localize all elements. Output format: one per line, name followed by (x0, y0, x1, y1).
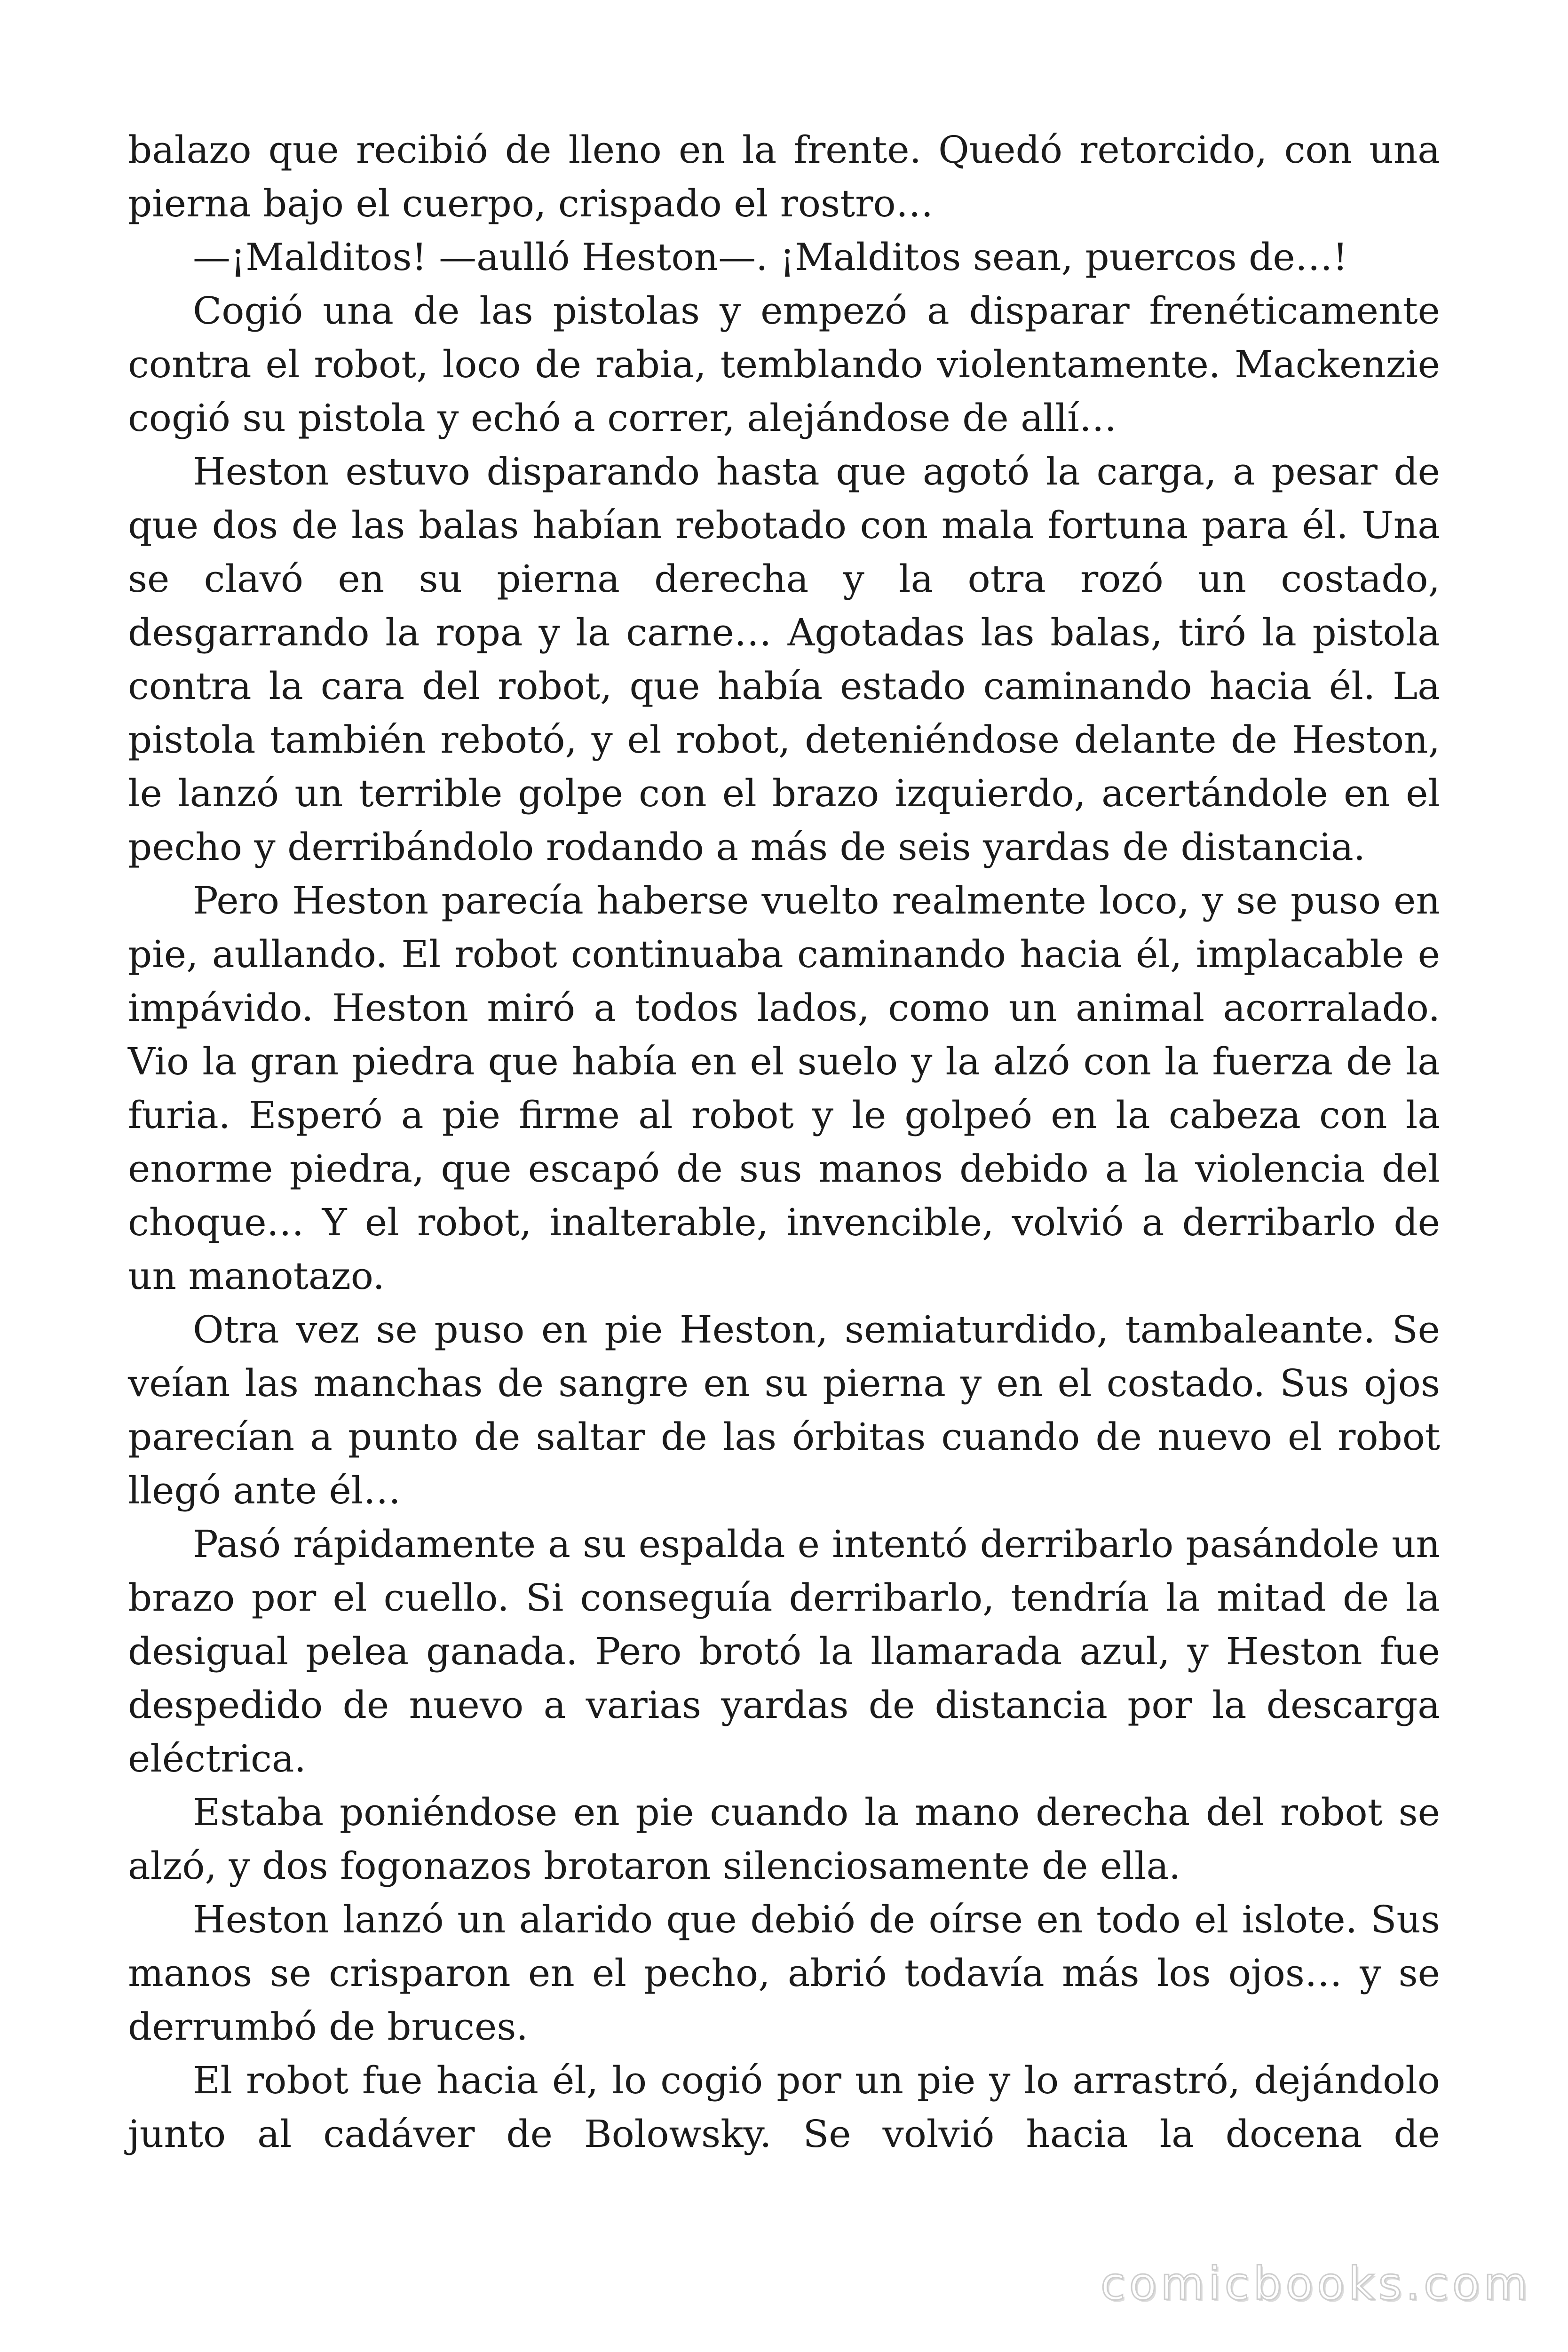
paragraph: Otra vez se puso en pie Heston, semiaturdido, tambaleante. Se veían las manchas de sangre en su pierna y en el costado. Sus ojos parecían a punto de saltar de las órbitas cuando de nuevo el robot llegó ante él… (128, 1308, 1440, 1512)
paragraph: Pero Heston parecía haberse vuelto realmente loco, y se puso en pie, aullando. El robot continuaba caminando hacia él, implacable e impávido. Heston miró a todos lados, como un animal acorralado. Vio la gran piedra que había en el suelo y la alzó con la fuerza de la furia. Esperó a pie firme al robot y le golpeó en la cabeza con la enorme piedra, que escapó de sus manos debido a la violencia del choque… Y el robot, inalterable, invencible, volvió a derribarlo de un manotazo. (128, 879, 1440, 1298)
watermark: comicbooks.com (1100, 2257, 1531, 2310)
paragraph: balazo que recibió de lleno en la frente. Quedó retorcido, con una pierna bajo el cuerpo, crispado el rostro… (128, 128, 1440, 225)
paragraph: —¡Malditos! —aulló Heston—. ¡Malditos sean, puercos de…! (193, 235, 1348, 279)
page-text-body (128, 123, 1440, 2161)
paragraph: Estaba poniéndose en pie cuando la mano derecha del robot se alzó, y dos fogonazos brotaron silenciosamente de ella. (128, 1790, 1440, 1888)
paragraph: Pasó rápidamente a su espalda e intentó derribarlo pasándole un brazo por el cuello. Si conseguía derribarlo, tendría la mitad de la desigual pelea ganada. Pero brotó la llamarada azul, y Heston fue despedido de nuevo a varias yardas de distancia por la descarga eléctrica. (128, 1522, 1440, 1780)
paragraph: Cogió una de las pistolas y empezó a disparar frenéticamente contra el robot, loco de rabia, temblando violentamente. Mackenzie cogió su pistola y echó a correr, alejándose de allí… (128, 289, 1440, 440)
paragraph: El robot fue hacia él, lo cogió por un pie y lo arrastró, dejándolo junto al cadáver de Bolowsky. Se volvió hacia la docena de (128, 2058, 1440, 2156)
paragraph: Heston lanzó un alarido que debió de oírse en todo el islote. Sus manos se crisparon en el pecho, abrió todavía más los ojos… y se derrumbó de bruces. (128, 1898, 1440, 2049)
paragraph: Heston estuvo disparando hasta que agotó la carga, a pesar de que dos de las balas habían rebotado con mala fortuna para él. Una se clavó en su pierna derecha y la otra rozó un costado, desgarrando la ropa y la carne… Agotadas las balas, tiró la pistola contra la cara del robot, que había estado caminando hacia él. La pistola también rebotó, y el robot, deteniéndose delante de Heston, le lanzó un terrible golpe con el brazo izquierdo, acertándole en el pecho y derribándolo rodando a más de seis yardas de distancia. (128, 450, 1440, 869)
